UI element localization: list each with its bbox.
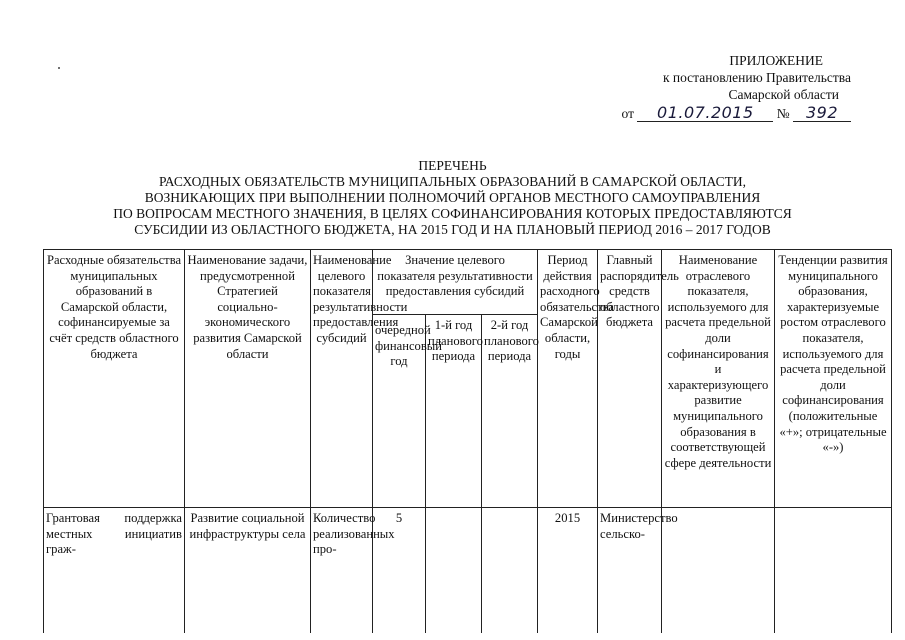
- header-target-value-group: Значение целевого показателя результативности предоставления субсидий: [373, 250, 538, 315]
- header-main-manager: Главный распорядитель средств областного бюджета: [598, 250, 662, 508]
- cell-indicator: Количество реализованных про-: [311, 508, 373, 634]
- document-heading: [0, 158, 905, 238]
- cell-current-year: 5: [373, 508, 426, 634]
- handwritten-date: 01.07.2015: [637, 104, 773, 122]
- appendix-block: [591, 52, 851, 122]
- cell-period: 2015: [538, 508, 598, 634]
- appendix-line-1: к постановлению Правительства: [662, 70, 851, 85]
- cell-manager: Министерство сельско-: [598, 508, 662, 634]
- header-plan-year-2: 2-й год планового периода: [482, 315, 538, 508]
- number-label: №: [776, 106, 790, 121]
- header-obligations: Расходные обязательства муниципальных образований в Самарской области, софинансируемые за счёт средств областного бюджета: [44, 250, 185, 508]
- appendix-title: ПРИЛОЖЕНИЕ: [729, 53, 823, 68]
- cell-plan-year-1: [426, 508, 482, 634]
- handwritten-number: 392: [793, 104, 851, 122]
- from-label: от: [621, 106, 634, 121]
- header-current-year: очередной финансовый год: [373, 315, 426, 508]
- cell-sector-indicator: [662, 508, 775, 634]
- heading-line-1: ПЕРЕЧЕНЬ: [418, 158, 487, 173]
- header-trends: Тенденции развития муниципального образования, характеризуемые ростом отраслевого показателя, используемого для расчета предельной доли софинансирования (положительные «+»; отрицательные «-»): [775, 250, 892, 508]
- heading-line-4: ПО ВОПРОСАМ МЕСТНОГО ЗНАЧЕНИЯ, В ЦЕЛЯХ СОФИНАНСИРОВАНИЯ КОТОРЫХ ПРЕДОСТАВЛЯЮТСЯ: [113, 206, 792, 221]
- scan-speck: [58, 67, 60, 69]
- header-sector-indicator: Наименование отраслевого показателя, используемого для расчета предельной доли софинансирования и характеризующего развитие муниципального образования в соответствующей сфере деятельности: [662, 250, 775, 508]
- heading-line-5: СУБСИДИИ ИЗ ОБЛАСТНОГО БЮДЖЕТА, НА 2015 ГОД И НА ПЛАНОВЫЙ ПЕРИОД 2016 – 2017 ГОДОВ: [134, 222, 771, 237]
- obligations-table: [43, 249, 892, 633]
- cell-obligation: Грантовая поддержка местных инициатив граж-: [44, 508, 185, 634]
- cell-plan-year-2: [482, 508, 538, 634]
- cell-trend: [775, 508, 892, 634]
- header-strategy-task: Наименование задачи, предусмотренной Стратегией социально-экономического развития Самарской области: [185, 250, 311, 508]
- header-obligation-period: Период действия расходного обязательства Самарской области, годы: [538, 250, 598, 508]
- appendix-date-line: [591, 104, 851, 122]
- table-row: [44, 508, 892, 634]
- header-indicator-name: Наименование целевого показателя результативности предоставления субсидий: [311, 250, 373, 508]
- heading-line-3: ВОЗНИКАЮЩИХ ПРИ ВЫПОЛНЕНИИ ПОЛНОМОЧИЙ ОРГАНОВ МЕСТНОГО САМОУПРАВЛЕНИЯ: [144, 190, 761, 205]
- heading-line-2: РАСХОДНЫХ ОБЯЗАТЕЛЬСТВ МУНИЦИПАЛЬНЫХ ОБРАЗОВАНИЙ В САМАРСКОЙ ОБЛАСТИ,: [159, 174, 746, 189]
- header-plan-year-1: 1-й год планового периода: [426, 315, 482, 508]
- appendix-line-2: Самарской области: [728, 87, 839, 102]
- header-row-1: [44, 250, 892, 315]
- cell-task: Развитие социальной инфраструктуры села: [185, 508, 311, 634]
